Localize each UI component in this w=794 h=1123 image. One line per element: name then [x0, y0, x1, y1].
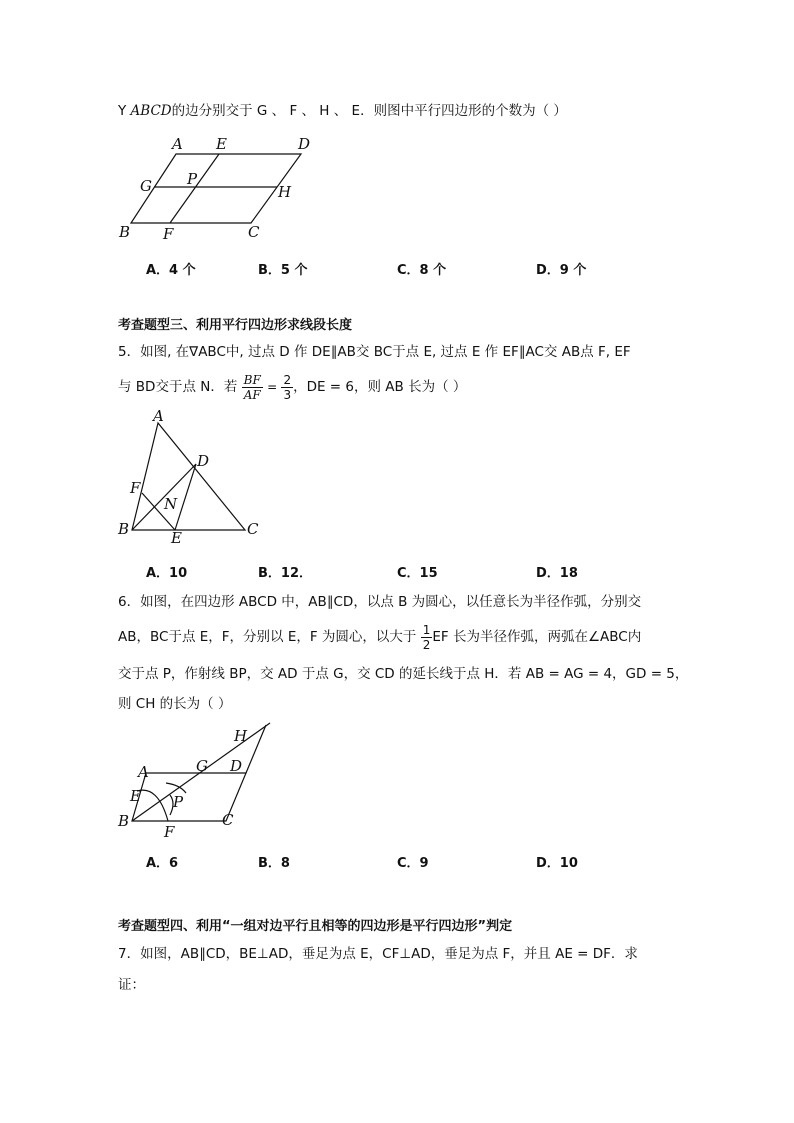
q5-fraction — [242, 373, 263, 402]
q6-choice-c: C．9 — [397, 856, 429, 871]
q5-label-F: F — [130, 479, 141, 497]
q4-label-E: E — [216, 135, 227, 153]
q5-choice-d: D．18 — [536, 566, 578, 581]
q4-label-P: P — [187, 170, 198, 188]
q5-label-A: A — [153, 407, 164, 425]
q6-line3: 交于点 P，作射线 BP，交 AD 于点 G，交 CD 的延长线于点 H．若 AB = AG = 4，GD = 5， — [118, 666, 689, 682]
q6-half-fraction — [421, 623, 433, 652]
q5-line1: 5．如图, 在∇ABC中, 过点 D 作 DE∥AB交 BC于点 E, 过点 E 作 EF∥AC交 AB点 F, EF — [118, 344, 631, 360]
q5-label-E: E — [171, 529, 182, 547]
q6-line1: 6．如图，在四边形 ABCD 中，AB∥CD，以点 B 为圆心，以任意长为半径作弧，分别交 — [118, 594, 642, 610]
q4-label-G: G — [140, 177, 152, 195]
q5-label-N: N — [164, 495, 178, 513]
q6-choice-a: A．6 — [146, 856, 179, 871]
q5-label-C: C — [247, 520, 259, 538]
q7-line1: 7．如图，AB∥CD，BE⊥AD，垂足为点 E，CF⊥AD，垂足为点 F，并且 AE = DF．求 — [118, 946, 638, 962]
q4-choice-a: A．4 个 — [146, 263, 196, 278]
q6-label-D: D — [230, 757, 243, 775]
q4-label-C: C — [248, 223, 260, 241]
q4-figure — [118, 135, 338, 245]
q4-shape-name: ABCD — [130, 103, 172, 119]
q7-line2: 证： — [118, 977, 145, 993]
q6-choice-b: B．8 — [258, 856, 290, 871]
q6-line2-end: EF 长为半径作弧，两弧在∠ABC内 — [432, 629, 642, 645]
q6-half-den: 2 — [422, 637, 431, 652]
q6-label-F: F — [164, 823, 175, 841]
q6-line2 — [118, 622, 641, 652]
q6-label-H: H — [234, 727, 248, 745]
parallelogram-symbol: Y — [118, 103, 127, 119]
q6-figure — [118, 723, 278, 843]
q4-label-B: B — [119, 223, 131, 241]
q4-label-A: A — [172, 135, 183, 153]
q5-choice-a: A．10 — [146, 566, 188, 581]
q5-fraction-num: BF — [243, 372, 261, 387]
q5-fraction2 — [281, 373, 293, 402]
q4-stem-text: 的边分别交于 G 、 F 、 H 、 E．则图中平行四边形的个数为（ ） — [171, 103, 567, 119]
q6-line2-text: AB，BC于点 E，F，分别以 E，F 为圆心，以大于 — [118, 629, 417, 645]
q5-choice-b: B．12． — [258, 566, 312, 581]
section4-heading: 考查题型四、利用“一组对边平行且相等的四边形是平行四边形”判定 — [118, 919, 513, 934]
q6-label-E: E — [130, 787, 141, 805]
section3-heading: 考查题型三、利用平行四边形求线段长度 — [118, 318, 353, 333]
q5-line2-text: 与 BD交于点 N．若 — [118, 379, 238, 395]
q5-figure — [118, 407, 268, 547]
q6-label-C: C — [222, 811, 234, 829]
q5-choice-c: C．15 — [397, 566, 438, 581]
q6-line4: 则 CH 的长为（ ） — [118, 696, 232, 712]
q5-line2: 与 BD交于点 N．若 $\frac{BF}{AF}$ = $\frac{2}{3}$ ，DE = 6，则 AB 长为（ ） — [118, 372, 467, 402]
q5-line2-end: ，DE = 6，则 AB 长为（ ） — [293, 379, 467, 395]
q6-label-G: G — [196, 757, 208, 775]
q5-fraction-den: AF — [243, 387, 261, 402]
q4-label-H: H — [278, 183, 292, 201]
q4-choice-d: D．9 个 — [536, 263, 587, 278]
q4-label-D: D — [298, 135, 311, 153]
q6-label-P: P — [173, 793, 184, 811]
q5-label-D: D — [197, 452, 210, 470]
q5-label-B: B — [118, 520, 130, 538]
q5-fraction2-num: 2 — [283, 372, 292, 387]
q4-label-F: F — [163, 225, 174, 243]
q4-choice-c: C．8 个 — [397, 263, 447, 278]
q6-label-A: A — [138, 763, 149, 781]
q4-stem — [118, 101, 567, 121]
q6-label-B: B — [118, 812, 130, 830]
q6-half-num: 1 — [422, 622, 431, 637]
q4-choice-b: B．5 个 — [258, 263, 308, 278]
q5-fraction2-den: 3 — [283, 387, 292, 402]
q6-choice-d: D．10 — [536, 856, 578, 871]
